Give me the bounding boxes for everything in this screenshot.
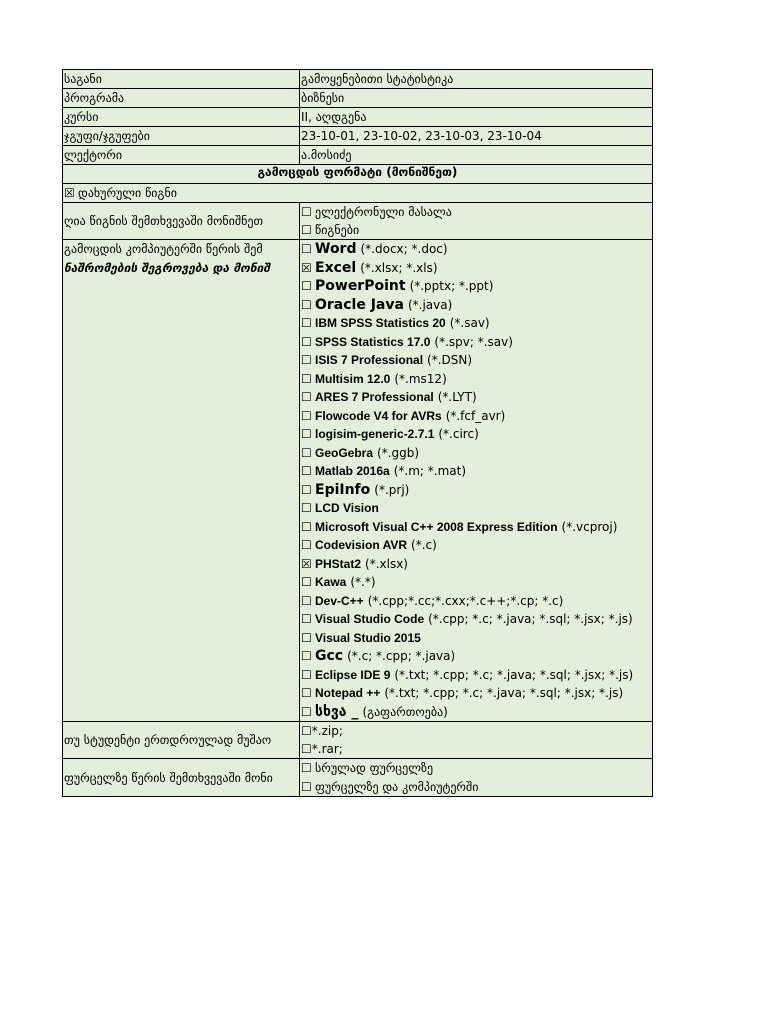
software-checkbox[interactable]: ☐	[301, 464, 312, 479]
subject-value[interactable]: გამოყენებითი სტატისტიკა	[301, 72, 454, 86]
zip-label: *.zip;	[311, 724, 343, 738]
groups-value[interactable]: 23-10-01, 23-10-02, 23-10-03, 23-10-04	[301, 129, 542, 143]
software-checkbox[interactable]: ☐	[301, 612, 312, 627]
software-item[interactable]	[301, 536, 652, 555]
software-checkbox[interactable]: ☐	[301, 279, 312, 294]
software-name: Flowcode V4 for AVRs	[315, 408, 442, 423]
closed-book-row[interactable]	[63, 184, 652, 203]
software-checkbox[interactable]: ☐	[301, 242, 312, 257]
software-name: Notepad ++	[315, 686, 381, 701]
software-checkbox[interactable]: ☐	[301, 371, 312, 386]
software-item[interactable]	[301, 481, 652, 500]
software-extension: (*.circ)	[438, 427, 479, 442]
software-extension: (*.prj)	[374, 482, 410, 497]
software-extension: (*.m; *.mat)	[393, 464, 467, 479]
archive-options	[300, 722, 652, 758]
software-item[interactable]	[301, 629, 652, 648]
software-checkbox[interactable]: ☐	[301, 501, 312, 516]
software-name: Codevision AVR	[315, 538, 408, 553]
software-checkbox[interactable]: ☐	[301, 519, 312, 534]
software-name: Oracle Java	[315, 296, 404, 313]
paper-and-computer-label: ფურცელზე და კომპიუტერში	[315, 779, 479, 794]
electronic-label: ელექტრონული მასალა	[315, 205, 452, 219]
software-extension: (*.ms12)	[394, 371, 447, 386]
format-header	[63, 165, 652, 184]
software-item[interactable]	[301, 296, 652, 315]
software-extension: (*.docx; *.doc)	[360, 242, 448, 257]
software-extension: (*.ggb)	[377, 445, 420, 460]
option-full-paper[interactable]	[301, 759, 652, 778]
software-name: LCD Vision	[315, 501, 379, 516]
software-name: ISIS 7 Professional	[315, 353, 424, 368]
collection-label: ნაშრომების შეგროვება და მონიშ	[64, 260, 270, 275]
software-checkbox[interactable]: ☐	[301, 593, 312, 608]
computer-label-cell	[63, 240, 300, 721]
software-name: logisim-generic-2.7.1	[315, 427, 435, 442]
software-item[interactable]	[301, 407, 652, 426]
software-checkbox[interactable]: ☒	[301, 556, 312, 571]
option-zip[interactable]	[301, 722, 652, 740]
software-name: PowerPoint	[315, 278, 406, 295]
exam-form-table	[62, 69, 653, 797]
software-extension: (*.cpp; *.c; *.java; *.sql; *.jsx; *.js)	[428, 612, 633, 627]
paper-row	[63, 759, 652, 796]
software-extension: (*.LYT)	[437, 390, 477, 405]
option-books[interactable]	[301, 221, 652, 239]
open-book-label: ღია წიგნის შემთხვევაში მონიშნეთ	[63, 203, 300, 239]
computer-label: გამოცდის კომპიუტერში წერის შემ	[64, 242, 263, 257]
software-item[interactable]	[301, 666, 652, 685]
software-name: PHStat2	[315, 556, 362, 571]
open-book-options	[300, 203, 652, 239]
archive-label: თუ სტუდენტი ერთდროულად მუშაო	[63, 722, 300, 758]
software-extension: (*.sav)	[449, 316, 490, 331]
rar-checkbox[interactable]: ☐	[301, 742, 312, 756]
software-checkbox[interactable]: ☐	[301, 390, 312, 405]
software-name: Visual Studio 2015	[315, 630, 421, 645]
zip-checkbox[interactable]: ☐	[301, 724, 312, 738]
row-groups	[63, 127, 652, 146]
software-checkbox[interactable]: ☐	[301, 686, 312, 701]
software-checkbox[interactable]: ☐	[301, 445, 312, 460]
software-item[interactable]	[301, 333, 652, 352]
lecturer-label: ლექტორი	[63, 146, 300, 164]
software-checkbox[interactable]: ☐	[301, 667, 312, 682]
course-value[interactable]: II, აღდგენა	[301, 110, 367, 124]
row-lecturer	[63, 146, 652, 165]
software-name: Matlab 2016a	[315, 464, 390, 479]
row-subject	[63, 70, 652, 89]
format-header-text: გამოცდის ფორმატი (მონიშნეთ)	[257, 165, 458, 179]
software-checkbox[interactable]: ☐	[301, 575, 312, 590]
software-extension: (*.xlsx)	[365, 556, 408, 571]
software-item[interactable]	[301, 592, 652, 611]
software-item[interactable]	[301, 703, 652, 722]
option-rar[interactable]	[301, 740, 652, 758]
program-label: პროგრამა	[63, 89, 300, 107]
software-name: EpiInfo	[315, 481, 371, 498]
books-checkbox[interactable]: ☐	[301, 223, 312, 237]
groups-label: ჯგუფი/ჯგუფები	[63, 127, 300, 145]
software-extension: (*.java)	[407, 297, 453, 312]
software-item[interactable]	[301, 240, 652, 259]
software-name: Microsoft Visual C++ 2008 Express Edition	[315, 519, 558, 534]
software-item[interactable]	[301, 684, 652, 703]
software-name: Eclipse IDE 9	[315, 667, 391, 682]
software-item[interactable]	[301, 499, 652, 518]
software-item[interactable]	[301, 425, 652, 444]
software-extension: (*.DSN)	[427, 353, 473, 368]
row-program	[63, 89, 652, 108]
software-list	[300, 240, 652, 721]
software-checkbox[interactable]: ☐	[301, 297, 312, 312]
software-item[interactable]	[301, 370, 652, 389]
software-name: ARES 7 Professional	[315, 390, 434, 405]
software-extension: (*.pptx; *.ppt)	[409, 279, 494, 294]
software-item[interactable]	[301, 555, 652, 574]
software-item[interactable]	[301, 351, 652, 370]
software-name: Kawa	[315, 575, 347, 590]
software-item[interactable]	[301, 647, 652, 666]
software-item[interactable]	[301, 314, 652, 333]
software-name: Visual Studio Code	[315, 612, 425, 627]
paper-label: ფურცელზე წერის შემთხვევაში მონი	[63, 759, 300, 796]
software-checkbox[interactable]: ☐	[301, 630, 312, 645]
software-extension: (გაფართოება)	[362, 704, 448, 719]
software-checkbox[interactable]: ☒	[301, 260, 312, 275]
software-name: IBM SPSS Statistics 20	[315, 316, 446, 331]
rar-label: *.rar;	[311, 742, 343, 756]
software-name: Word	[315, 241, 357, 258]
software-extension: (*.cpp;*.cc;*.cxx;*.c++;*.cp; *.c)	[367, 593, 564, 608]
full-paper-checkbox[interactable]: ☐	[301, 761, 312, 776]
software-name: სხვა _	[315, 703, 359, 720]
software-item[interactable]	[301, 462, 652, 481]
software-extension: (*.fcf_avr)	[445, 408, 506, 423]
software-extension: (*.spv; *.sav)	[434, 334, 513, 349]
software-checkbox[interactable]: ☐	[301, 334, 312, 349]
software-extension: (*.txt; *.cpp; *.c; *.java; *.sql; *.jsx; *.js)	[394, 667, 634, 682]
row-course	[63, 108, 652, 127]
software-item[interactable]	[301, 573, 652, 592]
electronic-checkbox[interactable]: ☐	[301, 205, 312, 219]
option-paper-and-computer[interactable]	[301, 778, 652, 797]
software-extension: (*.vcproj)	[561, 519, 618, 534]
computer-row	[63, 240, 652, 722]
software-item[interactable]	[301, 518, 652, 537]
software-checkbox[interactable]: ☐	[301, 538, 312, 553]
lecturer-value[interactable]: ა.მოსიძე	[301, 148, 352, 162]
subject-label: საგანი	[63, 70, 300, 88]
software-checkbox[interactable]: ☐	[301, 704, 312, 719]
software-name: GeoGebra	[315, 445, 374, 460]
software-checkbox[interactable]: ☐	[301, 353, 312, 368]
software-name: Excel	[315, 259, 357, 276]
open-book-row	[63, 203, 652, 240]
software-item[interactable]	[301, 610, 652, 629]
program-value[interactable]: ბიზნესი	[301, 91, 345, 105]
archive-row	[63, 722, 652, 759]
software-name: Gcc	[315, 648, 344, 665]
software-checkbox[interactable]: ☐	[301, 408, 312, 423]
software-name: Dev-C++	[315, 593, 364, 608]
software-extension: (*.c; *.cpp; *.java)	[347, 649, 456, 664]
paper-and-computer-checkbox[interactable]: ☐	[301, 779, 312, 794]
software-extension: (*.xlsx; *.xls)	[360, 260, 438, 275]
course-label: კურსი	[63, 108, 300, 126]
paper-options	[300, 759, 652, 796]
software-extension: (*.*)	[350, 575, 376, 590]
closed-book-label: დახურული წიგნი	[78, 186, 177, 200]
software-name: Multisim 12.0	[315, 371, 391, 386]
software-name: SPSS Statistics 17.0	[315, 334, 431, 349]
software-item[interactable]	[301, 259, 652, 278]
books-label: წიგნები	[315, 223, 360, 237]
software-checkbox[interactable]: ☐	[301, 649, 312, 664]
software-checkbox[interactable]: ☐	[301, 316, 312, 331]
software-checkbox[interactable]: ☐	[301, 482, 312, 497]
option-electronic[interactable]	[301, 203, 652, 221]
software-checkbox[interactable]: ☐	[301, 427, 312, 442]
closed-book-checkbox[interactable]: ☒	[64, 186, 75, 200]
software-extension: (*.txt; *.cpp; *.c; *.java; *.sql; *.jsx; *.js)	[384, 686, 624, 701]
full-paper-label: სრულად ფურცელზე	[315, 761, 434, 776]
software-extension: (*.c)	[411, 538, 437, 553]
software-item[interactable]	[301, 388, 652, 407]
software-item[interactable]	[301, 444, 652, 463]
software-item[interactable]	[301, 277, 652, 296]
